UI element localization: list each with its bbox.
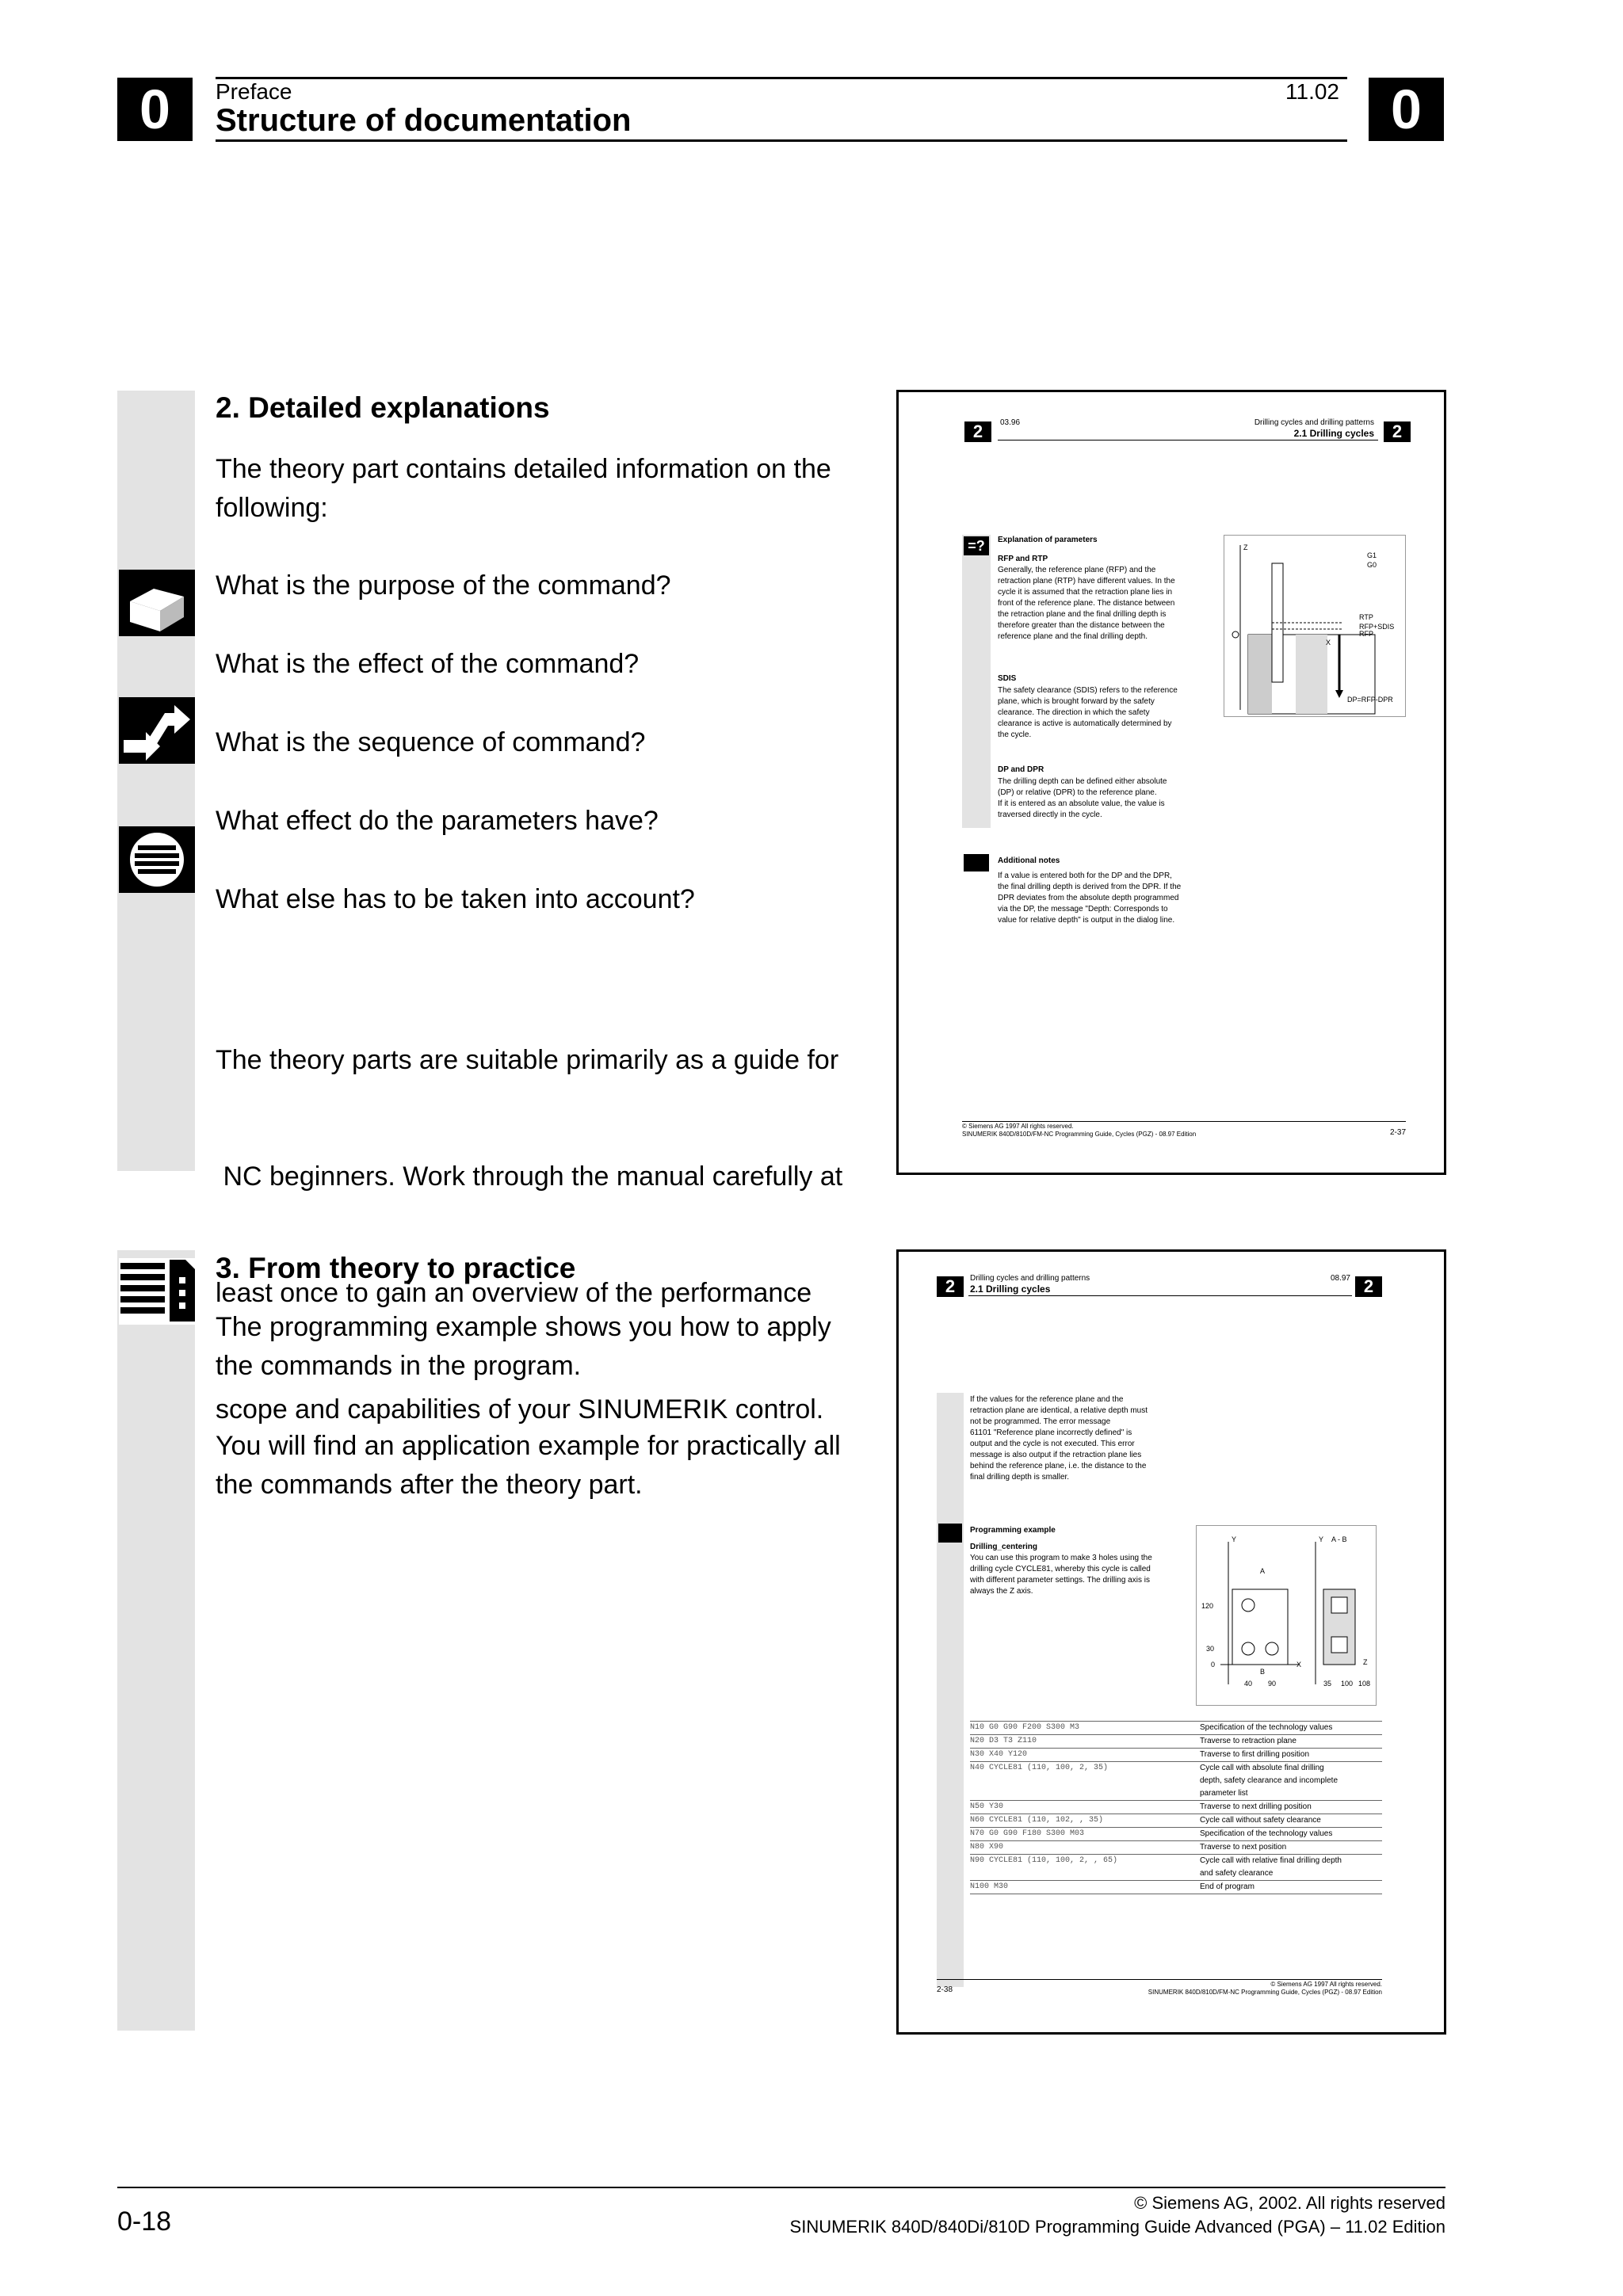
code-comment-line: and safety clearance	[1200, 1869, 1274, 1878]
thumb2-footer-copyright: © Siemens AG 1997 All rights reserved.	[1270, 1981, 1382, 1988]
closing-line: least once to gain an overview of the performance	[216, 1278, 812, 1308]
code-row	[970, 1748, 1382, 1761]
thumb2-example-icon	[938, 1524, 962, 1543]
page-title: Structure of documentation	[216, 103, 632, 138]
diagram-label: X	[1296, 1661, 1302, 1669]
diagram-label: 40	[1244, 1680, 1253, 1688]
thumb1-line: The safety clearance (SDIS) refers to the reference	[998, 686, 1178, 695]
header-date: 11.02	[1285, 79, 1339, 104]
thumb2-line: drilling cycle CYCLE81, whereby this cycle is called	[970, 1565, 1151, 1573]
paragraph-line: the commands after the theory part.	[216, 1470, 643, 1500]
diagram-label: A	[1260, 1567, 1266, 1575]
diagram-label: G1	[1367, 551, 1377, 559]
cube-icon	[119, 570, 195, 636]
diagram-label: 120	[1201, 1602, 1214, 1610]
code-comment	[1200, 1855, 1382, 1880]
code-row	[970, 1800, 1382, 1814]
thumb2-line: not be programmed. The error message	[970, 1417, 1111, 1426]
thumb1-block2-text	[998, 685, 1204, 741]
diagram-label: 108	[1358, 1680, 1371, 1688]
thumb1-footer-rule	[962, 1121, 1406, 1122]
code-comment: Specification of the technology values	[1200, 1829, 1333, 1838]
chapter-number-right: 0	[1369, 78, 1444, 141]
code-line: N70 G0 G90 F180 S300 M03	[970, 1829, 1085, 1838]
thumb1-block4-title: Additional notes	[998, 856, 1060, 865]
paragraph-line: the commands in the program.	[216, 1351, 582, 1381]
thumb1-line: If it is entered as an absolute value, the value is	[998, 799, 1165, 808]
thumb1-chapter-right: 2	[1384, 421, 1411, 442]
code-comment-line: depth, safety clearance and incomplete	[1200, 1776, 1338, 1785]
thumb2-example-sub: Drilling_centering	[970, 1543, 1038, 1551]
code-line: N100 M30	[970, 1882, 1009, 1891]
diagram-label: 100	[1341, 1680, 1354, 1688]
code-comment: Specification of the technology values	[1200, 1723, 1333, 1732]
thumb2-header-rule	[968, 1295, 1352, 1296]
thumb1-line: clearance is active is automatically determined by	[998, 719, 1172, 728]
code-line: N20 D3 T3 Z110	[970, 1737, 1037, 1745]
diagram-label: RFP+SDIS	[1359, 623, 1395, 631]
code-row	[970, 1880, 1382, 1894]
code-comment: Cycle call without safety clearance	[1200, 1816, 1321, 1825]
header-section: Preface	[216, 79, 292, 104]
code-comment: Traverse to retraction plane	[1200, 1737, 1296, 1745]
code-comment	[1200, 1762, 1382, 1800]
thumb1-line: reference plane and the final drilling depth.	[998, 632, 1148, 641]
diagram-label: A - B	[1331, 1535, 1347, 1543]
question-effect: What is the effect of the command?	[216, 649, 640, 679]
code-line: N60 CYCLE81 (110, 102, , 35)	[970, 1816, 1104, 1825]
thumbnail-page-2-38	[896, 1249, 1446, 2035]
paragraph-line: You will find an application example for practically all	[216, 1431, 841, 1461]
thumb2-example-title: Programming example	[970, 1526, 1056, 1535]
code-line: N40 CYCLE81 (110, 100, 2, 35)	[970, 1764, 1109, 1772]
thumb1-block2-sub: SDIS	[998, 674, 1017, 683]
code-row	[970, 1814, 1382, 1827]
thumb1-chapter-left: 2	[964, 421, 991, 442]
thumb1-line: plane, which is brought forward by the safety	[998, 697, 1155, 706]
thumb2-example-text	[970, 1553, 1200, 1597]
thumb1-footer-edition: SINUMERIK 840D/810D/FM-NC Programming Guide, Cycles (PGZ) - 08.97 Edition	[962, 1131, 1197, 1138]
thumb1-header-rule	[998, 440, 1378, 441]
header-bottom-rule	[216, 139, 1347, 142]
thumb2-workpiece-diagram	[1196, 1525, 1377, 1706]
thumb1-line: retraction plane (RTP) have different values. In the	[998, 577, 1175, 585]
thumb1-page-number: 2-37	[1389, 1128, 1406, 1137]
diagram-label: Z	[1363, 1658, 1368, 1666]
thumb2-page-number: 2-38	[937, 1985, 953, 1994]
question-purpose: What is the purpose of the command?	[216, 570, 671, 601]
thumb2-footer-rule	[937, 1979, 1382, 1980]
chapter-number-left: 0	[117, 78, 193, 141]
code-row	[970, 1840, 1382, 1854]
footer-edition: SINUMERIK 840D/840Di/810D Programming Guide Advanced (PGA) – 11.02 Edition	[789, 2217, 1445, 2237]
question-sequence: What is the sequence of command?	[216, 727, 646, 757]
thumb2-sidebar	[937, 1393, 964, 1987]
thumb1-block1-sub: RFP and RTP	[998, 555, 1048, 563]
thumb2-line: message is also output if the retraction plane lies	[970, 1451, 1142, 1459]
diagram-label: 30	[1206, 1645, 1215, 1653]
section2-intro: The theory part contains detailed information on the following:	[216, 454, 831, 523]
thumb1-line: cycle it is assumed that the retraction plane lies in	[998, 588, 1173, 597]
thumb2-line: always the Z axis.	[970, 1587, 1033, 1596]
thumb1-line: value for relative depth" is output in the dialog line.	[998, 916, 1175, 925]
thumb1-block4-text	[998, 871, 1228, 926]
thumb2-subsection: 2.1 Drilling cycles	[970, 1283, 1051, 1295]
thumb2-line: output and the cycle is not executed. This error	[970, 1440, 1135, 1448]
thumb1-block3-sub: DP and DPR	[998, 765, 1044, 774]
code-comment-line: parameter list	[1200, 1789, 1248, 1798]
thumb1-line: If a value is entered both for the DP and the DPR,	[998, 871, 1172, 880]
thumb1-explain-icon: =?	[964, 536, 989, 555]
code-row	[970, 1761, 1382, 1800]
thumb1-notes-icon	[964, 854, 989, 871]
code-line: N80 X90	[970, 1843, 1004, 1852]
paragraph-line: The programming example shows you how to apply	[216, 1312, 831, 1342]
question-other: What else has to be taken into account?	[216, 884, 695, 914]
thumb2-line: with different parameter settings. The drilling axis is	[970, 1576, 1150, 1585]
closing-line: scope and capabilities of your SINUMERIK control.	[216, 1394, 824, 1425]
thumb1-line: the retraction plane and the final drilling depth is	[998, 610, 1167, 619]
diagram-label: 0	[1211, 1661, 1216, 1669]
sequence-arrows-icon	[119, 697, 195, 764]
diagram-label: DP=RFP-DPR	[1347, 696, 1393, 704]
thumb2-note	[970, 1394, 1208, 1483]
thumb1-line: therefore greater than the distance between the	[998, 621, 1165, 630]
thumb1-date: 03.96	[1000, 418, 1021, 427]
code-comment-line: Cycle call with relative final drilling depth	[1200, 1856, 1342, 1865]
thumb1-subsection: 2.1 Drilling cycles	[1293, 428, 1374, 439]
thumb2-line: You can use this program to make 3 holes using the	[970, 1554, 1152, 1562]
thumb1-footer-copyright: © Siemens AG 1997 All rights reserved.	[962, 1123, 1074, 1130]
thumb2-program-listing	[970, 1721, 1382, 1903]
thumb1-line: The drilling depth can be defined either absolute	[998, 777, 1167, 786]
thumb1-line: Generally, the reference plane (RFP) and the	[998, 566, 1156, 574]
thumb2-chapter-left: 2	[937, 1276, 964, 1297]
section3-paragraph1	[216, 1308, 873, 1386]
thumb1-line: clearance. The direction in which the safety	[998, 708, 1150, 717]
diagram-label: 35	[1323, 1680, 1332, 1688]
thumb1-line: via the DP, the message "Depth: Corresponds to	[998, 905, 1168, 913]
code-comment: Traverse to next drilling position	[1200, 1802, 1312, 1811]
thumb2-line: retraction plane are identical, a relative depth must	[970, 1406, 1148, 1415]
footer-copyright: © Siemens AG, 2002. All rights reserved	[1134, 2193, 1445, 2213]
section3-sidebar	[117, 1250, 195, 2031]
header-top-rule	[216, 77, 1347, 79]
thumb1-block1-title: Explanation of parameters	[998, 536, 1098, 544]
diagram-label: G0	[1367, 561, 1377, 569]
section2-sidebar	[117, 391, 195, 1171]
program-listing-icon	[119, 1258, 195, 1325]
thumbnail-page-2-37	[896, 390, 1446, 1175]
thumb1-line: the cycle.	[998, 730, 1032, 739]
thumb1-line: the final drilling depth is derived from the DPR. If the	[998, 883, 1182, 891]
thumb1-line: DPR deviates from the absolute depth programmed	[998, 894, 1179, 902]
thumb2-line: 61101 "Reference plane incorrectly defined" is	[970, 1428, 1132, 1437]
code-row	[970, 1854, 1382, 1880]
diagram-label: B	[1260, 1668, 1266, 1676]
thumb2-line: behind the reference plane, i.e. the distance to the	[970, 1462, 1147, 1470]
diagram-label: Y	[1232, 1535, 1237, 1543]
thumb1-line: front of the reference plane. The distance between	[998, 599, 1175, 608]
thumb2-section: Drilling cycles and drilling patterns	[970, 1274, 1090, 1283]
thumb1-line: traversed directly in the cycle.	[998, 810, 1102, 819]
thumb2-date: 08.97	[1330, 1274, 1350, 1283]
code-comment: Traverse to next position	[1200, 1843, 1287, 1852]
diagram-label: RTP	[1359, 613, 1373, 621]
closing-line: NC beginners. Work through the manual carefully at	[216, 1161, 843, 1192]
code-row	[970, 1827, 1382, 1840]
thumb1-drilling-diagram	[1224, 535, 1406, 717]
code-line: N30 X40 Y120	[970, 1750, 1028, 1759]
page-number: 0-18	[117, 2206, 172, 2237]
thumb1-block1-text	[998, 565, 1204, 643]
code-comment-line: Cycle call with absolute final drilling	[1200, 1764, 1324, 1772]
code-row	[970, 1734, 1382, 1748]
question-parameters: What effect do the parameters have?	[216, 806, 659, 836]
parameters-list-icon	[119, 826, 195, 893]
diagram-label: RFP	[1359, 630, 1373, 638]
closing-line: The theory parts are suitable primarily as a guide for	[216, 1045, 839, 1075]
diagram-label: 90	[1268, 1680, 1277, 1688]
code-comment: Traverse to first drilling position	[1200, 1750, 1310, 1759]
thumb2-line: final drilling depth is smaller.	[970, 1473, 1070, 1482]
thumb2-footer-edition: SINUMERIK 840D/810D/FM-NC Programming Guide, Cycles (PGZ) - 08.97 Edition	[1148, 1989, 1382, 1996]
section2-closing	[216, 963, 873, 1468]
code-row	[970, 1721, 1382, 1734]
diagram-label: Z	[1243, 543, 1248, 551]
thumb2-chapter-right: 2	[1355, 1276, 1382, 1297]
footer-rule	[117, 2187, 1445, 2188]
code-comment: End of program	[1200, 1882, 1254, 1891]
thumb1-sidebar	[962, 535, 991, 828]
code-line: N10 G0 G90 F200 S300 M3	[970, 1723, 1080, 1732]
thumb1-block3-text	[998, 776, 1204, 821]
code-line: N50 Y30	[970, 1802, 1004, 1811]
section2-heading: 2. Detailed explanations	[216, 391, 550, 424]
section3-paragraph2	[216, 1427, 873, 1505]
thumb2-line: If the values for the reference plane and the	[970, 1395, 1124, 1404]
diagram-label: Y	[1319, 1535, 1324, 1543]
code-line: N90 CYCLE81 (110, 100, 2, , 65)	[970, 1856, 1118, 1865]
diagram-label: X	[1326, 639, 1331, 646]
section3-heading: 3. From theory to practice	[216, 1252, 576, 1284]
thumb1-section: Drilling cycles and drilling patterns	[1254, 418, 1374, 427]
thumb1-line: (DP) or relative (DPR) to the reference plane.	[998, 788, 1157, 797]
